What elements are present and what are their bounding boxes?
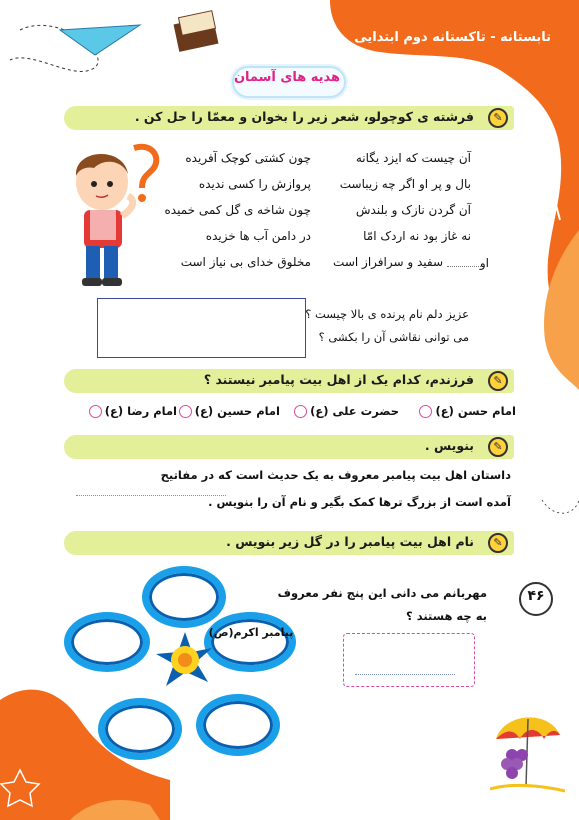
option-3[interactable] [176, 404, 280, 418]
question-bar-4 [64, 531, 514, 555]
poem-left-line-4: در دامن آب ها خزیده [205, 229, 311, 243]
q3-text-line-2: آمده است از بزرگ ترها کمک بگیر و نام آن را بنویس . [208, 495, 511, 509]
option-2[interactable] [291, 404, 399, 418]
poem-right-line-2: بال و پر او اگر چه زیباست [339, 177, 471, 191]
q4-answer-line[interactable] [355, 674, 455, 675]
poem-left-line-5: مخلوق خدای بی نیاز است [180, 255, 311, 269]
poem-right-line-1: آن چیست که ایزد یگانه [355, 151, 471, 165]
q4-answer-box[interactable] [343, 633, 475, 687]
q4-question-1: مهربانم می دانی این پنج نفر معروف [277, 586, 487, 600]
option-4[interactable] [86, 404, 177, 418]
question-2-instruction: فرزندم، کدام یک از اهل بیت پیامبر نیستند ؟ [203, 372, 474, 387]
option-2-label: حضرت علی (ع) [310, 404, 399, 418]
bird-name-question: عزیز دلم نام پرنده ی بالا چیست ؟ [305, 307, 469, 321]
book-title: تابستانه - تاکستانه دوم ابتدایی [354, 30, 551, 45]
poem-answer-blank[interactable] [447, 266, 481, 267]
flower-petal-bottom-right[interactable] [196, 694, 280, 756]
page-number: ۴۶ [527, 588, 545, 604]
flower-petal-top[interactable] [142, 566, 226, 628]
poem-right-line-5: سفید و سرافراز است [333, 255, 443, 269]
q4-question-2: به چه هستند ؟ [406, 609, 487, 623]
option-1-label: امام حسن (ع) [435, 404, 516, 418]
question-3-instruction: بنویس . [424, 438, 474, 453]
section-title: هدیه های آسمان [233, 70, 341, 85]
poem-left-line-3: چون شاخه ی گل کمی خمیده [164, 203, 311, 217]
q3-text-line-1: داستان اهل بیت پیامبر معروف به یک حدیث است که در مفاتیح [160, 468, 511, 482]
bee-icon: ✎ [488, 371, 508, 391]
question-4-instruction: نام اهل بیت پیامبر را در گل زیر بنویس . [226, 534, 474, 549]
poem-right-line-3: آن گردن نازک و بلندش [355, 203, 471, 217]
question-bar-3 [64, 435, 514, 459]
petal-label-prophet: پیامبر اکرم(ص) [208, 626, 294, 639]
option-3-label: امام حسین (ع) [194, 404, 280, 418]
bee-icon: ✎ [488, 533, 508, 553]
poem-blank-prefix: او [479, 256, 489, 270]
bee-icon: ✎ [488, 437, 508, 457]
question-bar-2 [64, 369, 514, 393]
bee-icon: ✎ [488, 108, 508, 128]
poem-left-line-2: پروازش را کسی ندیده [198, 177, 311, 191]
radio-circle[interactable] [179, 405, 192, 418]
poem-left-line-1: چون کشتی کوچک آفریده [185, 151, 311, 165]
radio-circle[interactable] [419, 405, 432, 418]
poem-right-line-4: نه غاز بود نه اردک امّا [363, 229, 471, 243]
grape-umbrella-illustration [490, 705, 565, 795]
q3-answer-line[interactable] [76, 495, 226, 496]
flower-center-icon [150, 630, 220, 690]
flower-petal-left[interactable] [64, 612, 150, 672]
radio-circle[interactable] [89, 405, 102, 418]
draw-question: می توانی نقاشی آن را بکشی ؟ [318, 330, 469, 344]
drawing-box[interactable] [97, 298, 306, 358]
flower-petal-bottom-left[interactable] [98, 698, 182, 760]
option-1[interactable] [416, 404, 516, 418]
question-bar-1 [64, 106, 514, 130]
option-4-label: امام رضا (ع) [104, 404, 177, 418]
boy-thinking-illustration [64, 138, 164, 288]
radio-circle[interactable] [294, 405, 307, 418]
question-1-instruction: فرشته ی کوچولو، شعر زیر را بخوان و معمّا را حل کن . [134, 109, 474, 124]
